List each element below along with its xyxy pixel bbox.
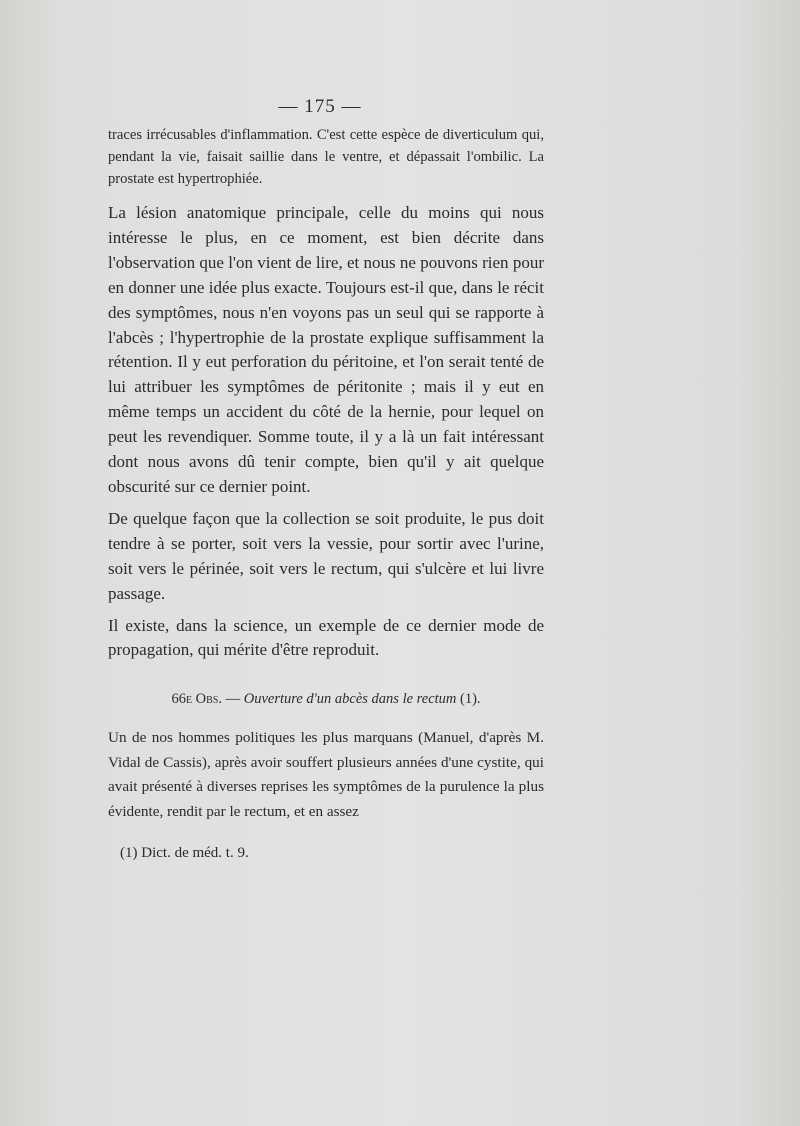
footnote-reference: (1).	[456, 691, 481, 707]
paragraph-lesion: La lésion anatomique principale, celle du moins qui nous intéresse le plus, en ce moment, est bien décrite dans l'observation que l'on vient de lire, et nous ne pouvons rien pour en donner une idée plus exacte. Toujours est-il que, dans le récit des symptômes, nous n'en voyons pas un seul qui se rapporte à l'abcès ; l'hypertrophie de la prostate explique suffisamment la rétention. Il y eut perforation du péritoine, et l'on serait tenté de lui attribuer les symptômes de péritonite ; mais il y eut en même temps un accident du côté de la hernie, pour lequel on peut les revendiquer. Somme toute, il y a là un fait intéressant dont nous avons dû tenir compte, bien qu'il y ait quelque obscurité sur ce dernier point.	[108, 203, 544, 496]
footnote: (1) Dict. de méd. t. 9.	[120, 845, 249, 861]
observation-heading	[108, 691, 544, 708]
paragraph-collection: De quelque façon que la collection se soit produite, le pus doit tendre à se porter, soit vers la vessie, pour sortir avec l'urine, soit vers le périnée, soit vers le rectum, qui s'ulcère et lui livre passage.	[108, 508, 544, 603]
main-text	[108, 201, 544, 663]
observation-paragraph: Un de nos hommes politiques les plus marquans (Manuel, d'après M. Vidal de Cassis), après avoir souffert plusieurs années d'une cystite, qui avait présenté à diverses reprises les symptômes de la purulence la plus évidente, rendit par le rectum, et en assez	[108, 729, 544, 820]
paragraph-example: Il existe, dans la science, un exemple de ce dernier mode de propagation, qui mérite d'être reproduit.	[108, 615, 544, 660]
page-number: — 175 —	[278, 96, 362, 117]
paragraph-text: traces irrécusables d'inflammation. C'est cette espèce de diverticulum qui, pendant la vie, faisait saillie dans le ventre, et dépassait l'ombilic. La prostate est hypertrophiée.	[108, 127, 544, 187]
observation-dash: —	[222, 691, 244, 707]
observation-title: Ouverture d'un abcès dans le rectum	[243, 691, 457, 707]
opening-paragraph	[108, 124, 544, 190]
observation-text	[108, 726, 544, 824]
observation-number: 66e Obs.	[171, 691, 222, 707]
